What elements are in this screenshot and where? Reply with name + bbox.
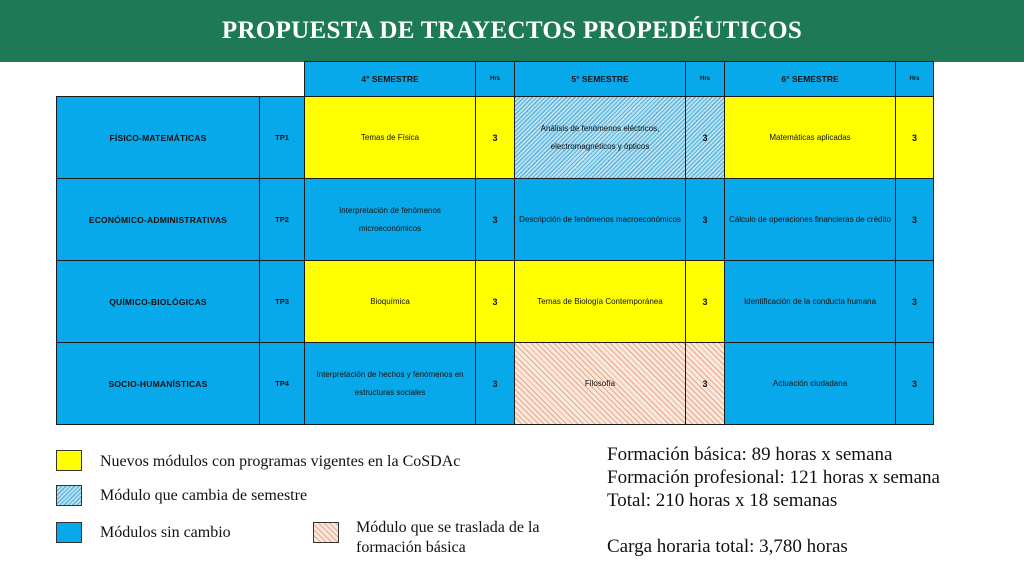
header-sem6: 6° SEMESTRE xyxy=(724,61,896,97)
legend-swatch-new xyxy=(56,450,82,471)
summary-professional-hours: Formación profesional: 121 horas x semana xyxy=(607,467,940,488)
hours-sem6: 3 xyxy=(895,178,934,261)
tp-code: TP4 xyxy=(259,342,305,425)
legend-label-moved: Módulo que se traslada de la formación básica xyxy=(356,519,540,556)
module-sem4: Bioquímica xyxy=(304,260,476,343)
hours-sem4: 3 xyxy=(475,260,515,343)
legend-label-new: Nuevos módulos con programas vigentes en la CoSDAc xyxy=(100,453,461,470)
header-hrs-sem6: Hrs xyxy=(895,61,934,97)
hours-sem6: 3 xyxy=(895,342,934,425)
tp-code: TP3 xyxy=(259,260,305,343)
hours-sem6: 3 xyxy=(895,260,934,343)
module-sem4: Temas de Física xyxy=(304,96,476,179)
summary-basic-hours: Formación básica: 89 horas x semana xyxy=(607,444,893,465)
hours-sem5: 3 xyxy=(685,260,725,343)
legend-swatch-moved xyxy=(313,522,339,543)
tp-code: TP2 xyxy=(259,178,305,261)
module-sem4: Interpretación de hechos y fenómenos en estructuras sociales xyxy=(304,342,476,425)
module-sem4: Interpretación de fenómenos microeconómicos xyxy=(304,178,476,261)
hours-sem5: 3 xyxy=(685,96,725,179)
hours-sem4: 3 xyxy=(475,342,515,425)
legend-label-changes: Módulo que cambia de semestre xyxy=(100,487,308,504)
header-sem4: 4° SEMESTRE xyxy=(304,61,476,97)
hours-sem6: 3 xyxy=(895,96,934,179)
header-hrs-sem4: Hrs xyxy=(475,61,515,97)
hours-sem4: 3 xyxy=(475,178,515,261)
title-bar xyxy=(0,0,1024,62)
area-economico-administrativas: ECONÓMICO-ADMINISTRATIVAS xyxy=(56,178,260,261)
area-fisico-matematicas: FÍSICO-MATEMÁTICAS xyxy=(56,96,260,179)
module-sem6: Identificación de la conducta humana xyxy=(724,260,896,343)
header-sem5: 5° SEMESTRE xyxy=(514,61,686,97)
area-socio-humanisticas: SOCIO-HUMANÍSTICAS xyxy=(56,342,260,425)
hours-sem5: 3 xyxy=(685,342,725,425)
module-sem6: Actuación ciudadana xyxy=(724,342,896,425)
page-title: PROPUESTA DE TRAYECTOS PROPEDÉUTICOS xyxy=(221,17,803,44)
area-quimico-biologicas: QUÍMICO-BIOLÓGICAS xyxy=(56,260,260,343)
tp-code: TP1 xyxy=(259,96,305,179)
module-sem5: Análisis de fenómenos eléctricos, electromagnéticos y ópticos xyxy=(514,96,686,179)
module-sem5: Descripción de fenómenos macroeconómicos xyxy=(514,178,686,261)
legend-swatch-changes xyxy=(56,485,82,506)
module-sem6: Cálculo de operaciones financieras de crédito xyxy=(724,178,896,261)
legend-swatch-unchanged xyxy=(56,522,82,543)
module-sem5: Temas de Biología Contemporánea xyxy=(514,260,686,343)
summary-total-hours: Total: 210 horas x 18 semanas xyxy=(607,490,838,511)
hours-sem4: 3 xyxy=(475,96,515,179)
module-sem6: Matemáticas aplicadas xyxy=(724,96,896,179)
hours-sem5: 3 xyxy=(685,178,725,261)
summary-total-load: Carga horaria total: 3,780 horas xyxy=(607,536,848,557)
module-sem5: Filosofía xyxy=(514,342,686,425)
legend-label-unchanged: Módulos sin cambio xyxy=(100,524,231,541)
header-hrs-sem5: Hrs xyxy=(685,61,725,97)
